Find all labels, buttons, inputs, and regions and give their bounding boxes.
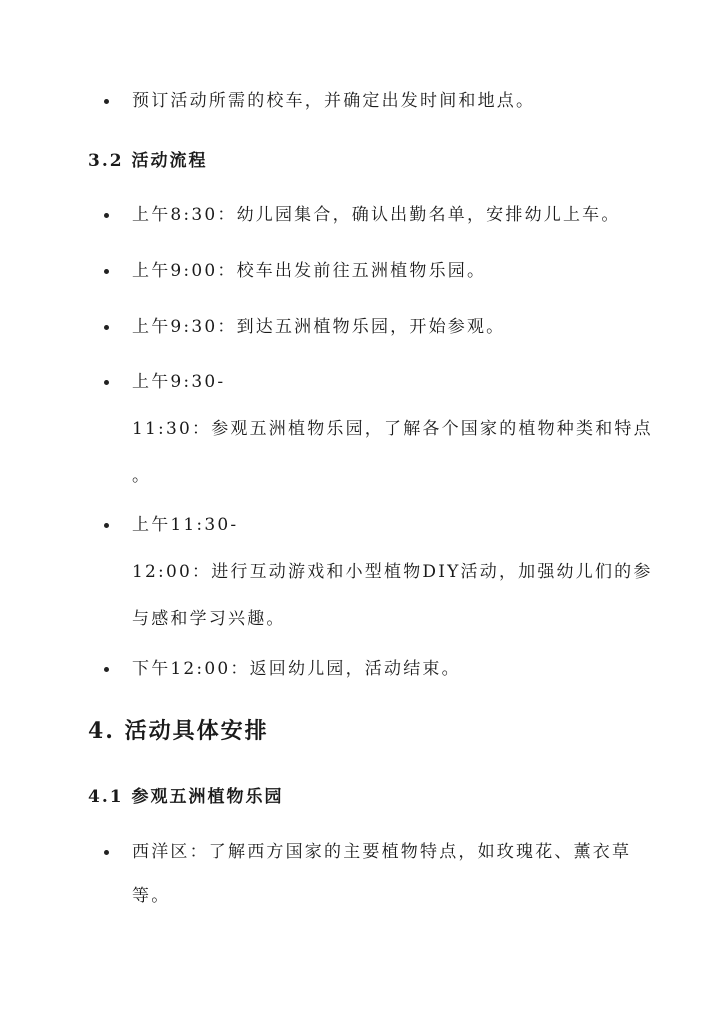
- bullet-icon: [104, 213, 109, 218]
- list-item-line: 11:30：参观五洲植物乐园，了解各个国家的植物种类和特点: [132, 419, 653, 439]
- bullet-icon: [104, 325, 109, 330]
- bullet-icon: [104, 850, 109, 855]
- bullet-icon: [104, 269, 109, 274]
- bullet-icon: [104, 667, 109, 672]
- bullet-icon: [104, 523, 109, 528]
- list-item-text: 下午12:00：返回幼儿园，活动结束。: [132, 659, 461, 679]
- section-heading-4-1: 4.1 参观五洲植物乐园: [88, 787, 284, 807]
- list-item-line: 上午9:30-: [132, 372, 226, 392]
- list-item-line: 。: [132, 466, 152, 486]
- list-item-line: 西洋区：了解西方国家的主要植物特点，如玫瑰花、薰衣草: [132, 842, 632, 862]
- list-item-text: 上午8:30：幼儿园集合，确认出勤名单，安排幼儿上车。: [132, 205, 621, 225]
- list-item-line: 上午11:30-: [132, 515, 239, 535]
- list-item-line: 12:00：进行互动游戏和小型植物DIY活动，加强幼儿们的参: [132, 562, 653, 582]
- section-heading-3-2: 3.2 活动流程: [88, 151, 208, 171]
- list-item-text: 上午9:30：到达五洲植物乐园，开始参观。: [132, 317, 506, 337]
- list-item-text: 上午9:00：校车出发前往五洲植物乐园。: [132, 261, 487, 281]
- section-heading-4: 4. 活动具体安排: [88, 718, 269, 744]
- bullet-icon: [104, 380, 109, 385]
- list-item-line: 与感和学习兴趣。: [132, 609, 286, 629]
- bullet-icon: [104, 99, 109, 104]
- list-item-line: 等。: [132, 886, 171, 906]
- list-item-text: 预订活动所需的校车，并确定出发时间和地点。: [132, 91, 536, 111]
